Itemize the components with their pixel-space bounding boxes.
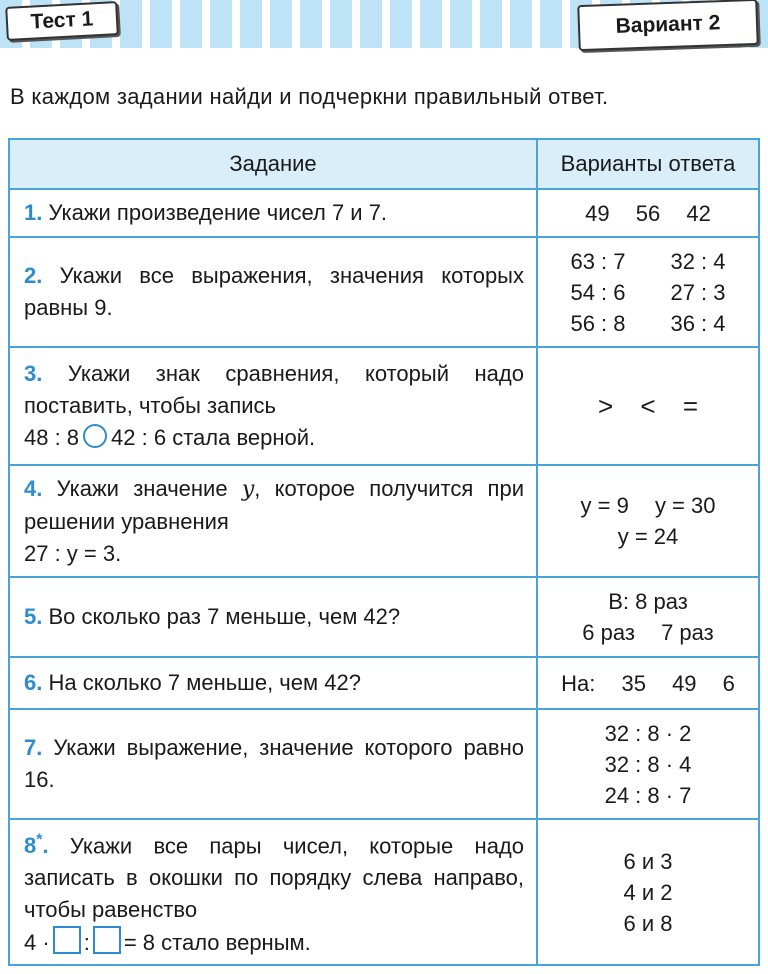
task-2 [9, 237, 537, 347]
task-text-end: стало верным. [161, 930, 311, 956]
variable: y [241, 476, 255, 502]
task-number: 2. [24, 263, 43, 288]
answer-box-icon [53, 926, 81, 954]
answer-option[interactable]: 4 и 2 [623, 879, 673, 905]
task-number: 5. [24, 604, 43, 629]
table-row [9, 709, 759, 819]
answers-2 [537, 237, 759, 347]
answer-option[interactable]: 24 : 8 · 7 [604, 782, 692, 808]
task-text: Во сколько раз 7 меньше, чем 42? [48, 604, 401, 629]
table-row [9, 189, 759, 237]
answer-box-icon [93, 926, 121, 954]
answer-option[interactable]: = [682, 390, 699, 421]
answer-option[interactable]: 49 [585, 200, 610, 226]
task-number: 8*. [24, 831, 49, 859]
expression-right: 42 : 6 [111, 425, 167, 450]
task-text: На сколько 7 меньше, чем 42? [48, 670, 361, 695]
task-7 [9, 709, 537, 819]
answer-option[interactable]: 63 : 7 [570, 248, 626, 274]
task-4 [9, 465, 537, 577]
answers-8 [537, 819, 759, 965]
task-1 [9, 189, 537, 237]
answer-option[interactable]: > [597, 390, 614, 421]
answer-option[interactable]: 32 : 4 [670, 248, 726, 274]
answer-option[interactable]: 8 раз [635, 589, 688, 614]
task-8 [9, 819, 537, 965]
answer-prefix: На: [561, 670, 596, 696]
header-task: Задание [9, 139, 537, 189]
task-text-cont: , которое получится при решении уравнения [24, 475, 524, 534]
comparison-circle-icon [83, 424, 107, 448]
answers-3 [537, 347, 759, 465]
answer-option[interactable]: 27 : 3 [670, 279, 726, 305]
answer-option[interactable]: 54 : 6 [570, 279, 626, 305]
task-number: 6. [24, 670, 43, 695]
answer-option[interactable]: 36 : 4 [670, 310, 726, 336]
table-row [9, 465, 759, 577]
answer-option[interactable]: 49 [672, 670, 697, 696]
task-text: Укажи произведение чисел 7 и 7. [48, 200, 388, 225]
variant-label: Вариант 2 [577, 0, 758, 51]
answer-option[interactable]: y = 30 [654, 493, 716, 518]
answers-1 [537, 189, 759, 237]
answer-option[interactable]: 6 и 3 [623, 848, 673, 874]
answer-option[interactable]: 56 : 8 [570, 310, 626, 336]
task-table [8, 138, 760, 966]
task-number: 3. [24, 361, 43, 386]
table-row [9, 347, 759, 465]
task-text: Укажи все выражения, значения которых равны 9. [24, 263, 524, 320]
answers-5 [537, 577, 759, 657]
task-3 [9, 347, 537, 465]
answer-option[interactable]: 42 [686, 200, 711, 226]
equation-part: 4 · [24, 930, 50, 956]
equation-part: : [83, 930, 90, 956]
test-label: Тест 1 [5, 1, 119, 41]
answer-option[interactable]: 32 : 8 · 2 [604, 720, 692, 746]
task-text: Укажи выражение, значение которого равно 16. [24, 735, 524, 792]
answer-option[interactable]: 56 [635, 200, 661, 226]
table-header-row [9, 139, 759, 189]
task-text: Укажи значение [56, 475, 228, 501]
answer-option[interactable]: 6 раз [582, 620, 635, 645]
answer-option[interactable]: 7 раз [661, 620, 714, 645]
header-answers: Варианты ответа [537, 139, 759, 189]
answer-option[interactable]: y = 9 [580, 493, 629, 518]
table-row [9, 657, 759, 709]
answers-4 [537, 465, 759, 577]
answers-6 [537, 657, 759, 709]
task-6 [9, 657, 537, 709]
answer-option[interactable]: 6 и 8 [623, 910, 673, 936]
answer-option[interactable]: 6 [722, 670, 735, 696]
task-text: Укажи все пары чисел, которые надо записать в окошки по порядку слева направо, чтобы равенство [24, 833, 524, 923]
equation-part: = 8 [123, 930, 156, 956]
answer-option[interactable]: 32 : 8 · 4 [604, 751, 692, 777]
task-number: 1. [24, 200, 43, 225]
task-text-end: стала верной. [172, 425, 316, 450]
answer-option[interactable]: 35 [621, 670, 646, 696]
instruction: В каждом задании найди и подчеркни правильный ответ. [10, 84, 609, 109]
table-row [9, 577, 759, 657]
table-row [9, 819, 759, 965]
task-number: 7. [24, 735, 43, 760]
answer-option[interactable]: y = 24 [617, 524, 679, 549]
equation: 27 : y = 3. [24, 540, 122, 566]
task-text: Укажи знак сравнения, который надо поставить, чтобы запись [24, 361, 524, 418]
expression-left: 48 : 8 [24, 425, 80, 450]
task-5 [9, 577, 537, 657]
answer-option[interactable]: < [640, 390, 656, 421]
table-row [9, 237, 759, 347]
answer-prefix: В: [608, 589, 629, 614]
task-number: 4. [24, 475, 43, 501]
answers-7 [537, 709, 759, 819]
